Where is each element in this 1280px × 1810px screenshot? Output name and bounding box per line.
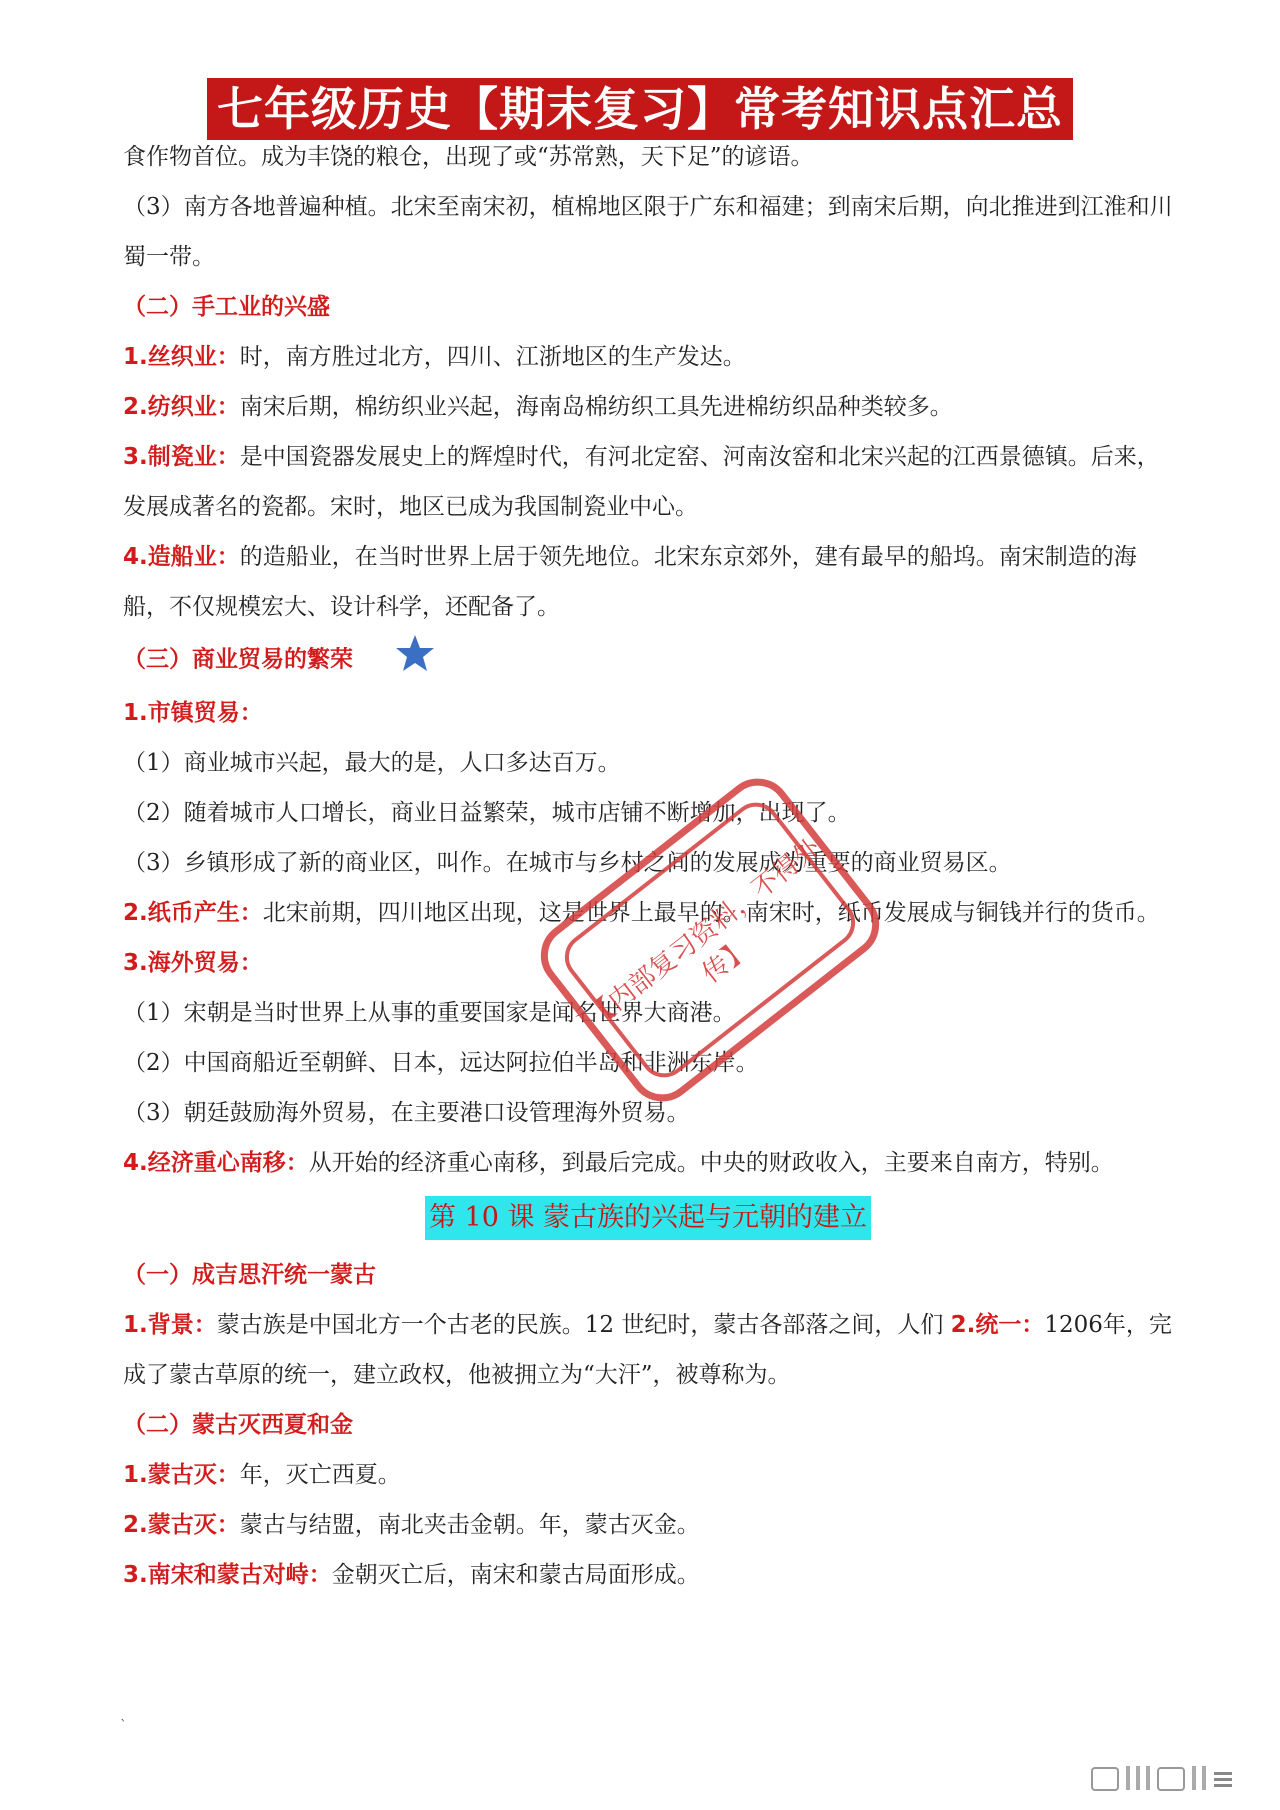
xixia-label: 1.蒙古灭： <box>123 1462 240 1488</box>
paper-money-item <box>123 888 1173 938</box>
lesson-title: 第 10 课 蒙古族的兴起与元朝的建立 <box>425 1196 871 1240</box>
title-bar <box>0 78 1280 140</box>
porcelain-label: 3.制瓷业： <box>123 444 240 470</box>
overseas-3: （3）朝廷鼓励海外贸易，在主要港口设管理海外贸易。 <box>123 1100 690 1126</box>
town-trade-2: （2）随着城市人口增长，商业日益繁荣，城市店铺不断增加，出现了。 <box>123 800 851 826</box>
porcelain-text: 是中国瓷器发展史上的辉煌时代，有河北定窑、河南汝窑和北宋兴起的江西景德镇。后来，发展成著名的瓷都。宋时，地区已成为我国制瓷业中心。 <box>123 444 1160 520</box>
background-text: 蒙古族是中国北方一个古老的民族。12 世纪时，蒙古各部落之间，人们 <box>216 1312 944 1338</box>
town-trade-label: 1.市镇贸易： <box>123 700 263 726</box>
content-body <box>123 132 1173 1600</box>
overseas-2: （2）中国商船近至朝鲜、日本，远达阿拉伯半岛和非洲东岸。 <box>123 1050 759 1076</box>
silk-label: 1.丝织业： <box>123 344 240 370</box>
economy-shift-label: 4.经济重心南移： <box>123 1150 309 1176</box>
porcelain-item <box>123 432 1173 532</box>
text-paragraph: （3）南方各地普遍种植。北宋至南宋初，植棉地区限于广东和福建；到南宋后期，向北推进到江淮和川蜀一带。 <box>123 194 1173 270</box>
text-line: 食作物首位。成为丰饶的粮仓，出现了或“苏常熟，天下足”的谚语。 <box>123 144 814 170</box>
jin-text: 蒙古与结盟，南北夹击金朝。年，蒙古灭金。 <box>239 1512 700 1538</box>
stamp-text: 【内部复习资料，不得外传】 <box>582 833 827 1033</box>
section-heading-commerce <box>123 632 1173 688</box>
cotton-text: 南宋后期，棉纺织业兴起，海南岛棉纺织工具先进棉纺织品种类较多。 <box>239 394 953 420</box>
lesson-header <box>123 1196 1173 1246</box>
section-heading-handicraft: （二）手工业的兴盛 <box>123 294 330 320</box>
unify-label: 2.统一： <box>950 1312 1045 1338</box>
section-heading-conquest: （二）蒙古灭西夏和金 <box>123 1412 353 1438</box>
shipbuilding-text: 的造船业，在当时世界上居于领先地位。北宋东京郊外，建有最早的船坞。南宋制造的海船，不仅规模宏大、设计科学，还配备了。 <box>123 544 1137 620</box>
overseas-label: 3.海外贸易： <box>123 950 263 976</box>
silk-text: 时，南方胜过北方，四川、江浙地区的生产发达。 <box>239 344 746 370</box>
background-item <box>123 1300 1173 1400</box>
silk-item <box>123 332 1173 382</box>
star-icon <box>395 634 435 690</box>
economy-shift-text: 从开始的经济重心南移，到最后完成。中央的财政收入，主要来自南方，特别。 <box>308 1150 1114 1176</box>
signal-bars-icon <box>1090 1762 1260 1792</box>
town-trade-heading <box>123 688 1173 738</box>
xixia-item <box>123 1450 1173 1500</box>
standoff-item <box>123 1550 1173 1600</box>
paper-money-label: 2.纸币产生： <box>123 900 263 926</box>
background-label: 1.背景： <box>123 1312 217 1338</box>
jin-item <box>123 1500 1173 1550</box>
xixia-text: 年，灭亡西夏。 <box>239 1462 401 1488</box>
paper-money-text: 北宋前期，四川地区出现，这是世界上最早的。南宋时，纸币发展成与铜钱并行的货币。 <box>262 900 1160 926</box>
standoff-label: 3.南宋和蒙古对峙： <box>123 1562 332 1588</box>
scan-mark: ` <box>120 1718 127 1734</box>
section-heading-genghis: （一）成吉思汗统一蒙古 <box>123 1262 376 1288</box>
standoff-text: 金朝灭亡后，南宋和蒙古局面形成。 <box>331 1562 700 1588</box>
shipbuilding-item <box>123 532 1173 632</box>
town-trade-3: （3）乡镇形成了新的商业区，叫作。在城市与乡村之间的发展成为重要的商业贸易区。 <box>123 850 1012 876</box>
overseas-1: （1）宋朝是当时世界上从事的重要国家是闻名世界大商港。 <box>123 1000 736 1026</box>
unify-text: 1206年，完成了蒙古草原的统一，建立政权，他被拥立为“大汗”，被尊称为。 <box>123 1312 1172 1388</box>
cotton-label: 2.纺织业： <box>123 394 240 420</box>
commerce-heading-text: （三）商业贸易的繁荣 <box>123 646 353 673</box>
economy-shift-item <box>123 1138 1173 1188</box>
cotton-item <box>123 382 1173 432</box>
town-trade-1: （1）商业城市兴起，最大的是，人口多达百万。 <box>123 750 621 776</box>
page-title: 七年级历史【期末复习】常考知识点汇总 <box>207 78 1073 140</box>
overseas-heading <box>123 938 1173 988</box>
jin-label: 2.蒙古灭： <box>123 1512 240 1538</box>
shipbuilding-label: 4.造船业： <box>123 544 240 570</box>
